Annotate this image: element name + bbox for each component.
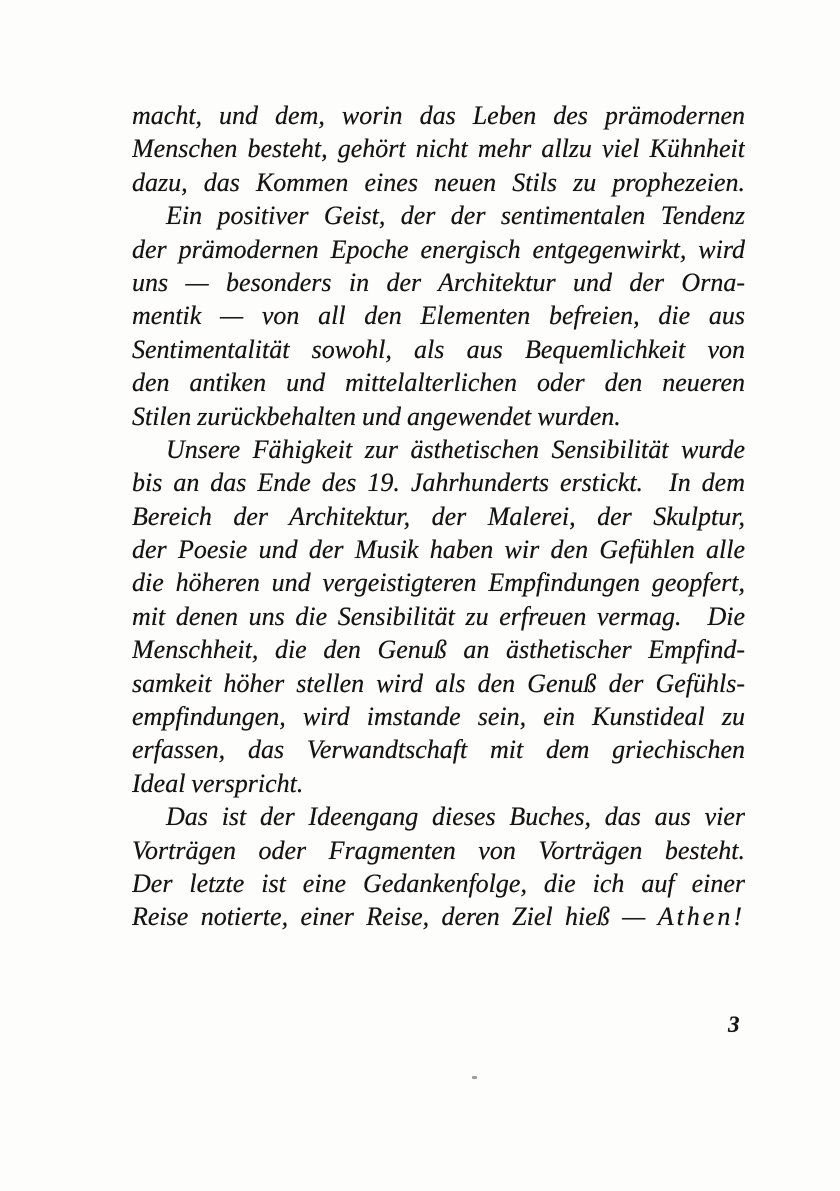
text-line: mit denen uns die Sensibilität zu erfreuen vermag. Die: [132, 601, 745, 631]
text-line: Das ist der Ideengang dieses Buches, das aus vier: [166, 802, 745, 832]
text-line: erfassen, das Verwandtschaft mit dem griechischen: [132, 735, 745, 765]
text-line: Reise notierte, einer Reise, deren Ziel hieß — Athen!: [132, 902, 745, 932]
text-line: macht, und dem, worin das Leben des prämodernen: [132, 101, 745, 130]
paragraph: [132, 199, 745, 433]
text-line: uns — besonders in der Architektur und der Orna-: [132, 267, 745, 297]
text-line: Der letzte ist eine Gedankenfolge, die ich auf einer: [132, 868, 745, 898]
emphasized-word: Athen!: [657, 902, 745, 932]
text-line: Menschheit, die den Genuß an ästhetischer Empfind-: [132, 635, 745, 665]
page-text-block: [132, 99, 745, 934]
text-line: mentik — von all den Elementen befreien, die aus: [132, 301, 745, 331]
paragraph: [132, 800, 745, 934]
text-line: der prämodernen Epoche energisch entgegenwirkt, wird: [132, 234, 745, 264]
scan-speck: [472, 1076, 477, 1079]
paragraph: [132, 433, 745, 800]
text-line: Unsere Fähigkeit zur ästhetischen Sensibilität wurde: [166, 434, 745, 464]
text-line: Sentimentalität sowohl, als aus Bequemlichkeit von: [132, 334, 745, 364]
text-line: die höheren und vergeistigteren Empfindungen geopfert,: [132, 568, 745, 598]
text-line: Ein positiver Geist, der der sentimentalen Tendenz: [166, 201, 745, 231]
text-line: der Poesie und der Musik haben wir den Gefühlen alle: [132, 535, 745, 565]
text-line: bis an das Ende des 19. Jahrhunderts erstickt. In dem: [132, 468, 745, 498]
text-line: Stilen zurückbehalten und angewendet wurden.: [132, 401, 621, 431]
text-line: Menschen besteht, gehört nicht mehr allzu viel Kühnheit: [132, 134, 745, 164]
text-line: samkeit höher stellen wird als den Genuß der Gefühls-: [132, 668, 745, 698]
text-line: den antiken und mittelalterlichen oder den neueren: [132, 368, 745, 398]
text-line: empfindungen, wird imstande sein, ein Kunstideal zu: [132, 702, 745, 732]
text-line: Bereich der Architektur, der Malerei, der Skulptur,: [132, 501, 745, 531]
text-line: dazu, das Kommen eines neuen Stils zu prophezeien.: [132, 167, 745, 197]
paragraph: [132, 99, 745, 199]
text-line: Vorträgen oder Fragmenten von Vorträgen besteht.: [132, 835, 745, 865]
text-line: Ideal verspricht.: [132, 768, 304, 798]
page-number: 3: [728, 1012, 740, 1037]
